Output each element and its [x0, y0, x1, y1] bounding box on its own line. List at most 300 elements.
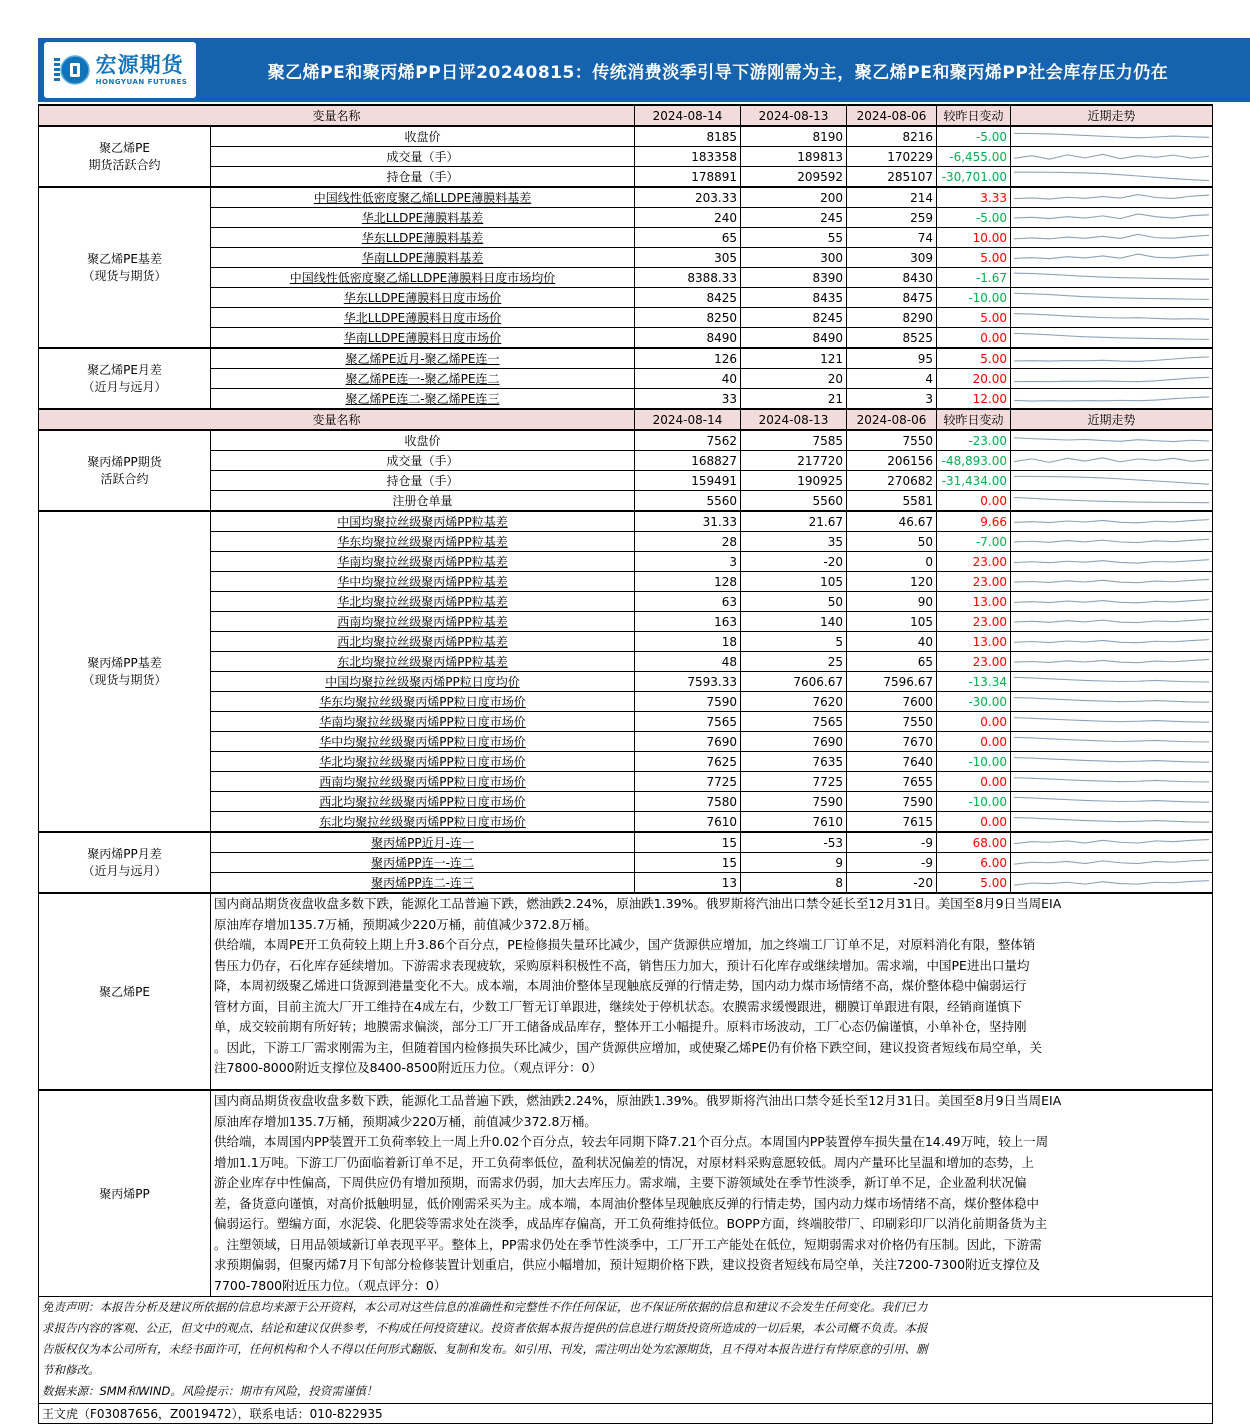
table-row	[39, 692, 1213, 712]
sparkline-cell	[1011, 672, 1213, 692]
sparkline-chart	[1014, 673, 1209, 690]
sparkline-cell	[1011, 369, 1213, 389]
group-label-cell: 聚丙烯PP基差 （现货与期货）	[39, 511, 211, 832]
value-cell: 5581	[847, 491, 937, 512]
value-cell: 170229	[847, 147, 937, 167]
value-cell: 214	[847, 187, 937, 208]
analysis-line: 求预期偏弱，但聚丙烯7月下旬部分检修装置计划重启，供应小幅增加，预计短期价格下跌，建议投资者短线布局空单，关注7200-7300附近支撑位及	[214, 1257, 1041, 1272]
sparkline-chart	[1014, 553, 1209, 570]
table-row	[39, 491, 1213, 512]
variable-name-cell: 收盘价	[211, 430, 635, 451]
value-cell: 5560	[741, 491, 847, 512]
variable-name-cell: 华东LLDPE薄膜料基差	[211, 228, 635, 248]
table-header-row	[39, 105, 1213, 126]
sparkline-cell	[1011, 632, 1213, 652]
value-cell: 7690	[635, 732, 741, 752]
value-cell: 159491	[635, 471, 741, 491]
column-header: 较昨日变动	[937, 409, 1011, 430]
analysis-line: 原油库存增加135.7万桶，预期减少220万桶，前值减少372.8万桶。	[214, 916, 597, 932]
table-row	[39, 328, 1213, 349]
change-cell: -23.00	[937, 430, 1011, 451]
value-cell: 8245	[741, 308, 847, 328]
report-title: 聚乙烯PE和聚丙烯PP日评20240815：传统消费淡季引导下游刚需为主，聚乙烯PE和聚丙烯PP社会库存压力仍在	[267, 62, 1169, 83]
value-cell: 7550	[847, 712, 937, 732]
value-cell: 7725	[741, 772, 847, 792]
table-row	[39, 652, 1213, 672]
change-cell: -5.00	[937, 208, 1011, 228]
sparkline-chart	[1014, 350, 1209, 367]
sparkline-chart	[1014, 269, 1209, 286]
variable-name-cell: 中国均聚拉丝级聚丙烯PP粒基差	[211, 511, 635, 532]
group-label-cell: 聚丙烯PP月差 （近月与远月）	[39, 832, 211, 893]
sparkline-chart	[1014, 168, 1209, 185]
sparkline-cell	[1011, 572, 1213, 592]
sparkline-cell	[1011, 832, 1213, 853]
value-cell: 189813	[741, 147, 847, 167]
change-cell: -7.00	[937, 532, 1011, 552]
value-cell: 21	[741, 389, 847, 410]
change-cell: 23.00	[937, 572, 1011, 592]
logo-cn: 宏源期货	[95, 52, 184, 77]
variable-name-cell: 聚乙烯PE近月-聚乙烯PE连一	[211, 348, 635, 369]
value-cell: 7590	[741, 792, 847, 812]
table-row	[39, 873, 1213, 894]
analysis-line: 。注塑领域，日用品领域新订单表现平平。整体上，PP需求仍处在季节性淡季中，工厂开工产能处在低位，短期弱需求对价格仍有压制。因此，下游需	[214, 1236, 1042, 1252]
sparkline-cell	[1011, 328, 1213, 349]
change-cell: -10.00	[937, 792, 1011, 812]
variable-name-cell: 华南LLDPE薄膜料日度市场价	[211, 328, 635, 349]
change-cell: -31,434.00	[937, 471, 1011, 491]
variable-name-cell: 西北均聚拉丝级聚丙烯PP粒日度市场价	[211, 792, 635, 812]
analysis-line: 增加1.1万吨。下游工厂仍面临着新订单不足，开工负荷率低位，盈利状况偏差的情况，对原材料采购意愿较低。周内产量环比呈温和增加的态势，上	[214, 1154, 1034, 1170]
variable-name-cell: 东北均聚拉丝级聚丙烯PP粒日度市场价	[211, 812, 635, 833]
analysis-line: 偏弱运行。塑编方面，水泥袋、化肥袋等需求处在淡季，成品库存偏高，开工负荷维持低位。BOPP方面，终端胶带厂、印刷彩印厂以消化前期备货为主	[214, 1216, 1048, 1231]
value-cell: 8250	[635, 308, 741, 328]
value-cell: 8290	[847, 308, 937, 328]
value-cell: 128	[635, 572, 741, 592]
table-row	[39, 126, 1213, 147]
table-row	[39, 389, 1213, 410]
change-cell: 12.00	[937, 389, 1011, 410]
sparkline-cell	[1011, 268, 1213, 288]
table-row	[39, 732, 1213, 752]
variable-name-cell: 西南均聚拉丝级聚丙烯PP粒基差	[211, 612, 635, 632]
value-cell: 13	[635, 873, 741, 894]
variable-name-cell: 聚丙烯PP连二-连三	[211, 873, 635, 894]
sparkline-cell	[1011, 147, 1213, 167]
value-cell: 259	[847, 208, 937, 228]
change-cell: 3.33	[937, 187, 1011, 208]
logo-text	[95, 52, 188, 86]
report-table-body	[39, 105, 1213, 1424]
variable-name-cell: 中国线性低密度聚乙烯LLDPE薄膜料基差	[211, 187, 635, 208]
variable-name-cell: 中国均聚拉丝级聚丙烯PP粒日度均价	[211, 672, 635, 692]
value-cell: 7600	[847, 692, 937, 712]
variable-name-cell: 华北LLDPE薄膜料基差	[211, 208, 635, 228]
table-row	[39, 612, 1213, 632]
value-cell: 270682	[847, 471, 937, 491]
sparkline-cell	[1011, 873, 1213, 894]
value-cell: 7562	[635, 430, 741, 451]
hongyuan-logo	[44, 42, 196, 98]
value-cell: 0	[847, 552, 937, 572]
table-row	[39, 248, 1213, 268]
value-cell: 8185	[635, 126, 741, 147]
sparkline-cell	[1011, 430, 1213, 451]
sparkline-chart	[1014, 513, 1209, 530]
sparkline-chart	[1014, 329, 1209, 346]
table-row	[39, 853, 1213, 873]
variable-name-cell: 成交量（手）	[211, 451, 635, 471]
sparkline-cell	[1011, 126, 1213, 147]
value-cell: 178891	[635, 167, 741, 188]
table-row	[39, 187, 1213, 208]
value-cell: 3	[635, 552, 741, 572]
variable-name-cell: 西北均聚拉丝级聚丙烯PP粒基差	[211, 632, 635, 652]
variable-name-cell: 注册仓单量	[211, 491, 635, 512]
report-content	[38, 38, 1250, 1424]
group-label-cell: 聚乙烯PE 期货活跃合约	[39, 126, 211, 187]
variable-name-cell: 聚乙烯PE连一-聚乙烯PE连二	[211, 369, 635, 389]
value-cell: 48	[635, 652, 741, 672]
sparkline-chart	[1014, 733, 1209, 750]
sparkline-cell	[1011, 471, 1213, 491]
value-cell: -9	[847, 832, 937, 853]
value-cell: 8430	[847, 268, 937, 288]
disclaimer	[39, 1297, 1213, 1404]
column-header: 2024-08-13	[741, 409, 847, 430]
sparkline-chart	[1014, 432, 1209, 449]
variable-name-cell: 华北LLDPE薄膜料日度市场价	[211, 308, 635, 328]
sparkline-chart	[1014, 309, 1209, 326]
column-header: 2024-08-06	[847, 105, 937, 126]
change-cell: 68.00	[937, 832, 1011, 853]
value-cell: 65	[847, 652, 937, 672]
analysis-line: 7700-7800附近压力位。（观点评分：0）	[214, 1277, 447, 1293]
sparkline-cell	[1011, 208, 1213, 228]
value-cell: 200	[741, 187, 847, 208]
sparkline-cell	[1011, 652, 1213, 672]
value-cell: 15	[635, 832, 741, 853]
value-cell: 126	[635, 348, 741, 369]
sparkline-cell	[1011, 692, 1213, 712]
change-cell: 23.00	[937, 612, 1011, 632]
value-cell: 105	[847, 612, 937, 632]
change-cell: 0.00	[937, 712, 1011, 732]
change-cell: -30,701.00	[937, 167, 1011, 188]
value-cell: 8	[741, 873, 847, 894]
value-cell: 7610	[741, 812, 847, 833]
table-row	[39, 832, 1213, 853]
sparkline-cell	[1011, 187, 1213, 208]
analysis-line: 售压力仍存，石化库存延续增加。下游需求表现疲软，采购原料积极性不高，销售压力加大，预计石化库存或继续增加。需求端，中国PE进出口量均	[214, 957, 1030, 973]
analysis-label: 聚丙烯PP	[39, 1090, 211, 1297]
column-header-variable: 变量名称	[39, 105, 635, 126]
sparkline-chart	[1014, 874, 1209, 891]
value-cell: 140	[741, 612, 847, 632]
variable-name-cell: 聚丙烯PP连一-连二	[211, 853, 635, 873]
table-row	[39, 228, 1213, 248]
value-cell: 7725	[635, 772, 741, 792]
change-cell: 20.00	[937, 369, 1011, 389]
sparkline-cell	[1011, 552, 1213, 572]
disclaimer-line: 节和修改。	[42, 1363, 100, 1377]
disclaimer-line: 求报告内容的客观、公正，但文中的观点、结论和建议仅供参考，不构成任何投资建议。投资者依据本报告提供的信息进行期货投资所造成的一切后果，本公司概不负责。本报	[42, 1321, 928, 1335]
change-cell: -1.67	[937, 268, 1011, 288]
table-row	[39, 752, 1213, 772]
value-cell: 245	[741, 208, 847, 228]
table-row	[39, 772, 1213, 792]
value-cell: 7610	[635, 812, 741, 833]
change-cell: 9.66	[937, 511, 1011, 532]
sparkline-chart	[1014, 813, 1209, 830]
change-cell: 23.00	[937, 652, 1011, 672]
sparkline-chart	[1014, 573, 1209, 590]
value-cell: 3	[847, 389, 937, 410]
sparkline-chart	[1014, 209, 1209, 226]
value-cell: 7625	[635, 752, 741, 772]
sparkline-cell	[1011, 288, 1213, 308]
sparkline-cell	[1011, 712, 1213, 732]
sparkline-cell	[1011, 752, 1213, 772]
table-row	[39, 632, 1213, 652]
value-cell: 8490	[741, 328, 847, 349]
value-cell: -20	[741, 552, 847, 572]
table-row	[39, 451, 1213, 471]
sparkline-chart	[1014, 613, 1209, 630]
group-label-cell: 聚乙烯PE月差 （近月与远月）	[39, 348, 211, 409]
sparkline-chart	[1014, 189, 1209, 206]
change-cell: 0.00	[937, 328, 1011, 349]
value-cell: 7565	[635, 712, 741, 732]
table-row	[39, 208, 1213, 228]
value-cell: 8390	[741, 268, 847, 288]
change-cell: -10.00	[937, 752, 1011, 772]
sparkline-cell	[1011, 612, 1213, 632]
variable-name-cell: 华东均聚拉丝级聚丙烯PP粒日度市场价	[211, 692, 635, 712]
variable-name-cell: 华中均聚拉丝级聚丙烯PP粒日度市场价	[211, 732, 635, 752]
value-cell: 55	[741, 228, 847, 248]
variable-name-cell: 收盘价	[211, 126, 635, 147]
change-cell: 13.00	[937, 592, 1011, 612]
value-cell: 7620	[741, 692, 847, 712]
page-header	[38, 38, 1250, 102]
value-cell: 7606.67	[741, 672, 847, 692]
column-header-trend: 近期走势	[1011, 409, 1213, 430]
value-cell: 7550	[847, 430, 937, 451]
value-cell: 7690	[741, 732, 847, 752]
value-cell: 217720	[741, 451, 847, 471]
value-cell: 20	[741, 369, 847, 389]
disclaimer-line: 免责声明：本报告分析及建议所依据的信息均来源于公开资料，本公司对这些信息的准确性和完整性不作任何保证，也不保证所依据的信息和建议不会发生任何变化。我们已力	[42, 1300, 928, 1314]
change-cell: 5.00	[937, 873, 1011, 894]
sparkline-chart	[1014, 128, 1209, 145]
sparkline-chart	[1014, 229, 1209, 246]
change-cell: -10.00	[937, 288, 1011, 308]
group-label-cell: 聚丙烯PP期货 活跃合约	[39, 430, 211, 511]
analysis-line: 供给端，本周国内PP装置开工负荷率较上一周上升0.02个百分点，较去年同期下降7.21个百分点。本周国内PP装置停车损失量在14.49万吨，较上一周	[214, 1134, 1049, 1149]
value-cell: 63	[635, 592, 741, 612]
value-cell: 7640	[847, 752, 937, 772]
value-cell: 8425	[635, 288, 741, 308]
sparkline-cell	[1011, 732, 1213, 752]
table-row	[39, 712, 1213, 732]
value-cell: 33	[635, 389, 741, 410]
table-row	[39, 369, 1213, 389]
value-cell: 28	[635, 532, 741, 552]
value-cell: 105	[741, 572, 847, 592]
value-cell: 8525	[847, 328, 937, 349]
change-cell: 0.00	[937, 491, 1011, 512]
value-cell: 65	[635, 228, 741, 248]
sparkline-chart	[1014, 633, 1209, 650]
column-header: 2024-08-06	[847, 409, 937, 430]
table-row	[39, 511, 1213, 532]
sparkline-cell	[1011, 348, 1213, 369]
variable-name-cell: 聚乙烯PE连二-聚乙烯PE连三	[211, 389, 635, 410]
variable-name-cell: 华南LLDPE薄膜料基差	[211, 248, 635, 268]
value-cell: 25	[741, 652, 847, 672]
value-cell: 7670	[847, 732, 937, 752]
variable-name-cell: 华中均聚拉丝级聚丙烯PP粒基差	[211, 572, 635, 592]
sparkline-cell	[1011, 812, 1213, 833]
table-row	[39, 792, 1213, 812]
value-cell: 168827	[635, 451, 741, 471]
sparkline-cell	[1011, 167, 1213, 188]
value-cell: 31.33	[635, 511, 741, 532]
value-cell: 7565	[741, 712, 847, 732]
value-cell: 40	[847, 632, 937, 652]
value-cell: 95	[847, 348, 937, 369]
analysis-label: 聚乙烯PE	[39, 893, 211, 1090]
table-row	[39, 812, 1213, 833]
value-cell: 7585	[741, 430, 847, 451]
table-row	[39, 268, 1213, 288]
column-header: 2024-08-14	[635, 409, 741, 430]
table-row	[39, 552, 1213, 572]
change-cell: -5.00	[937, 126, 1011, 147]
value-cell: 209592	[741, 167, 847, 188]
value-cell: 5	[741, 632, 847, 652]
table-row	[39, 592, 1213, 612]
change-cell: -6,455.00	[937, 147, 1011, 167]
sparkline-chart	[1014, 452, 1209, 469]
sparkline-chart	[1014, 834, 1209, 851]
table-row	[39, 348, 1213, 369]
value-cell: 74	[847, 228, 937, 248]
change-cell: 5.00	[937, 308, 1011, 328]
variable-name-cell: 华南均聚拉丝级聚丙烯PP粒基差	[211, 552, 635, 572]
variable-name-cell: 华南均聚拉丝级聚丙烯PP粒日度市场价	[211, 712, 635, 732]
sparkline-cell	[1011, 248, 1213, 268]
table-row	[39, 572, 1213, 592]
value-cell: 206156	[847, 451, 937, 471]
change-cell: 23.00	[937, 552, 1011, 572]
table-row	[39, 147, 1213, 167]
analysis-line: 差，备货意向谨慎，对高价抵触明显，低价刚需采买为主。成本端，本周油价整体呈现触底反弹的行情走势，国内动力煤市场情绪不高，煤价整体稳中	[214, 1195, 1040, 1211]
sparkline-chart	[1014, 148, 1209, 165]
change-cell: -13.34	[937, 672, 1011, 692]
value-cell: 203.33	[635, 187, 741, 208]
analysis-line: 国内商品期货夜盘收盘多数下跌，能源化工品普遍下跌，燃油跌2.24%，原油跌1.39%。俄罗斯将汽油出口禁令延长至12月31日。美国至8月9日当周EIA	[214, 896, 1062, 911]
value-cell: -20	[847, 873, 937, 894]
analysis-row	[39, 893, 1213, 1090]
change-cell: -48,893.00	[937, 451, 1011, 471]
value-cell: 7655	[847, 772, 937, 792]
value-cell: 8490	[635, 328, 741, 349]
value-cell: 4	[847, 369, 937, 389]
sparkline-cell	[1011, 228, 1213, 248]
change-cell: 0.00	[937, 772, 1011, 792]
sparkline-chart	[1014, 693, 1209, 710]
table-row	[39, 471, 1213, 491]
analysis-line: 。因此，下游工厂需求刚需为主，但随着国内检修损失环比减少，国产货源供应增加，或使聚乙烯PE仍有价格下跌空间，建议投资者短线布局空单，关	[214, 1039, 1042, 1055]
footer-row	[39, 1404, 1213, 1424]
value-cell: 50	[741, 592, 847, 612]
analysis-line: 供给端，本周PE开工负荷较上期上升3.86个百分点，PE检修损失量环比减少，国产货源供应增加，加之终端工厂订单不足，对原料消化有限，整体销	[214, 937, 1036, 952]
sparkline-chart	[1014, 289, 1209, 306]
value-cell: 8475	[847, 288, 937, 308]
sparkline-cell	[1011, 792, 1213, 812]
variable-name-cell: 华东均聚拉丝级聚丙烯PP粒基差	[211, 532, 635, 552]
value-cell: 7635	[741, 752, 847, 772]
logo-en: HONGYUAN FUTURES	[95, 77, 188, 86]
column-header-variable: 变量名称	[39, 409, 635, 430]
variable-name-cell: 持仓量（手）	[211, 167, 635, 188]
analysis-line: 降，本周初级聚乙烯进口货源到港量变化不大。成本端，本周油价整体呈现触底反弹的行情走势，国内动力煤市场情绪不高，煤价整体稳中偏弱运行	[214, 978, 1027, 993]
sparkline-cell	[1011, 491, 1213, 512]
analysis-line: 管材方面，目前主流大厂开工维持在4成左右，少数工厂暂无订单跟进，继续处于停机状态。农膜需求缓慢跟进，棚膜订单跟进有限，经销商谨慎下	[214, 998, 1022, 1014]
table-row	[39, 430, 1213, 451]
sparkline-cell	[1011, 511, 1213, 532]
change-cell: 0.00	[937, 732, 1011, 752]
value-cell: 9	[741, 853, 847, 873]
change-cell: 5.00	[937, 248, 1011, 268]
sparkline-chart	[1014, 249, 1209, 266]
variable-name-cell: 华北均聚拉丝级聚丙烯PP粒基差	[211, 592, 635, 612]
value-cell: 8216	[847, 126, 937, 147]
value-cell: 190925	[741, 471, 847, 491]
sparkline-chart	[1014, 713, 1209, 730]
value-cell: 285107	[847, 167, 937, 188]
analysis-line: 原油库存增加135.7万桶，预期减少220万桶，前值减少372.8万桶。	[214, 1113, 597, 1129]
value-cell: 15	[635, 853, 741, 873]
sparkline-chart	[1014, 533, 1209, 550]
column-header: 2024-08-13	[741, 105, 847, 126]
column-header-trend: 近期走势	[1011, 105, 1213, 126]
value-cell: 18	[635, 632, 741, 652]
variable-name-cell: 华东LLDPE薄膜料日度市场价	[211, 288, 635, 308]
value-cell: 7590	[635, 692, 741, 712]
sparkline-cell	[1011, 308, 1213, 328]
value-cell: 8435	[741, 288, 847, 308]
variable-name-cell: 西南均聚拉丝级聚丙烯PP粒日度市场价	[211, 772, 635, 792]
change-cell: 6.00	[937, 853, 1011, 873]
analysis-line: 注7800-8000附近支撑位及8400-8500附近压力位。（观点评分：0）	[214, 1060, 602, 1075]
value-cell: 305	[635, 248, 741, 268]
change-cell: 5.00	[937, 348, 1011, 369]
sparkline-chart	[1014, 753, 1209, 770]
sparkline-cell	[1011, 853, 1213, 873]
variable-name-cell: 华北均聚拉丝级聚丙烯PP粒日度市场价	[211, 752, 635, 772]
sparkline-cell	[1011, 389, 1213, 410]
variable-name-cell: 持仓量（手）	[211, 471, 635, 491]
value-cell: 163	[635, 612, 741, 632]
variable-name-cell: 成交量（手）	[211, 147, 635, 167]
value-cell: 240	[635, 208, 741, 228]
sparkline-cell	[1011, 592, 1213, 612]
value-cell: 7615	[847, 812, 937, 833]
